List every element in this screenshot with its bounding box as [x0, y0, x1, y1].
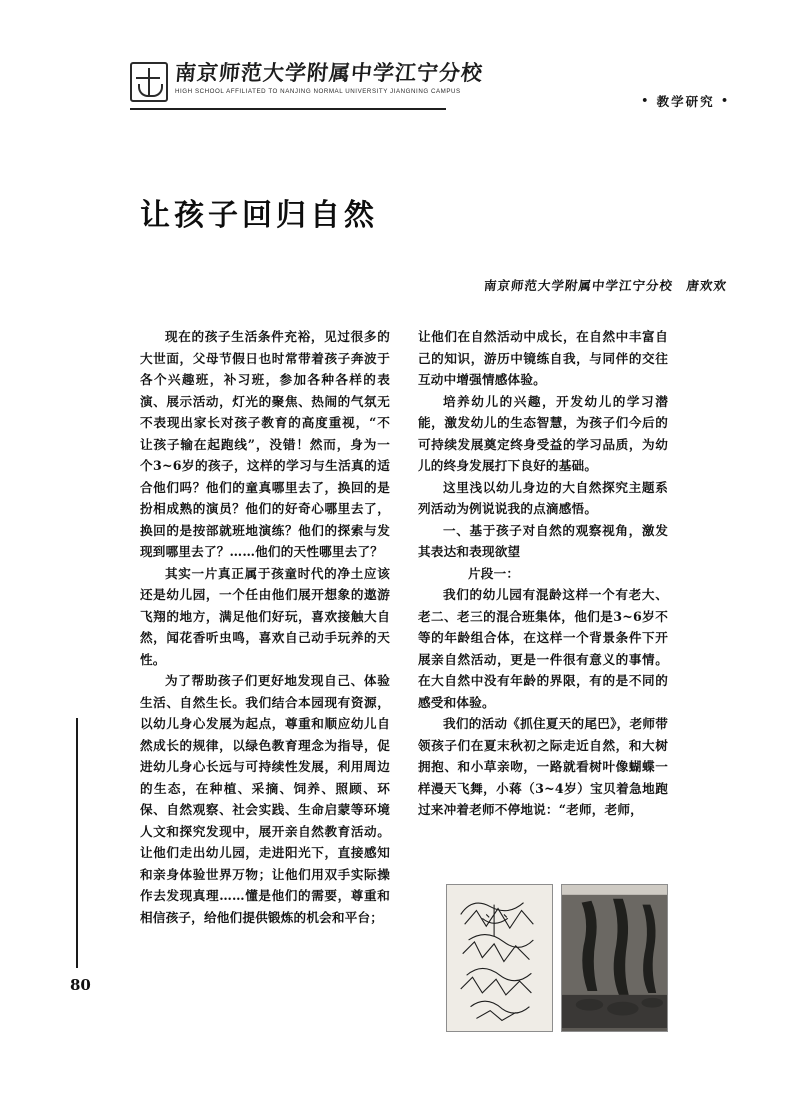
- ink-painting-photo: [561, 884, 668, 1032]
- paragraph: 我们的幼儿园有混龄这样一个有老大、老二、老三的混合班集体，他们是3~6岁不等的年龄组合体，在这样一个背景条件下开展亲自然活动，更是一件很有意义的事情。在大自然中没有年龄的界限，有的是不同的感受和体验。: [418, 587, 668, 710]
- paragraph: 我们的活动《抓住夏天的尾巴》，老师带领孩子们在夏末秋初之际走近自然，和大树拥抱、和小草亲吻，一路就看树叶像蝴蝶一样漫天飞舞，小蒋（3~4岁）宝贝着急地跑过来冲着老师不停地说：“老师，老师，: [418, 716, 668, 817]
- section-heading: 一、基于孩子对自然的观察视角，激发其表达和表现欲望: [418, 522, 668, 559]
- paragraph: 培养幼儿的兴趣，开发幼儿的学习潜能，激发幼儿的生态智慧，为孩子们今后的可持续发展奠定终身受益的学习品质，为幼儿的终身发展打下良好的基础。: [418, 393, 668, 473]
- child-drawing-photo: [446, 884, 553, 1032]
- margin-rule: [76, 718, 78, 968]
- school-name-en: HIGH SCHOOL AFFILIATED TO NANJING NORMAL UNIVERSITY JIANGNING CAMPUS: [175, 87, 461, 95]
- section-tag-label: 教学研究: [656, 94, 715, 109]
- paragraph: 为了帮助孩子们更好地发现自己、体验生活、自然生长。我们结合本园现有资源，以幼儿身心发展为起点，尊重和顺应幼儿自然成长的规律，以绿色教育理念为指导，促进幼儿身心长远与可持续性发展，利用周边的生态，在种植、采摘、饲养、照顾、环保、自然观察、社会实践、生命启蒙等环境人文和探究发现中，展开亲自然教育活动。让他们走出幼儿园，走进阳光下，直接感知和亲身体验世界万物；让他们用双手实际操作去发现真理……懂是他们的需要，尊重和相信孩子，给他们提供锻炼的机会和平台；: [140, 673, 390, 925]
- header-divider: [130, 108, 446, 110]
- school-crest-icon: [130, 62, 168, 102]
- ink-blot-icon: [562, 885, 667, 1028]
- school-logo-text: [175, 62, 483, 95]
- column-left: [140, 326, 390, 928]
- paragraph: 现在的孩子生活条件充裕，见过很多的大世面，父母节假日也时常带着孩子奔波于各个兴趣班，补习班，参加各种各样的表演、展示活动，灯光的聚焦、热闹的气氛无不表现出家长对孩子教育的高度重视，“不让孩子输在起跑线”，没错！然而，身为一个3~6岁的孩子，这样的学习与生活真的适合他们吗？他们的童真哪里去了，换回的是扮相成熟的演员？他们的好奇心哪里去了，换回的是按部就班地演练？他们的探索与发现到哪里去了？……他们的天性哪里去了？: [140, 329, 390, 559]
- bullet-left-icon: •: [641, 94, 651, 107]
- paragraph: 这里浅以幼儿身边的大自然探究主题系列活动为例说说我的点滴感悟。: [418, 479, 668, 516]
- section-tag: [641, 92, 730, 110]
- drawing-sketch-icon: [447, 885, 552, 1028]
- paragraph: 其实一片真正属于孩童时代的净土应该还是幼儿园，一个任由他们展开想象的遨游飞翔的地方，满足他们好玩，喜欢接触大自然，闻花香听虫鸣，喜欢自己动手玩养的天性。: [140, 565, 390, 667]
- column-right: [418, 326, 668, 928]
- figure-group: [446, 884, 668, 1030]
- school-name-cn: 南京师范大学附属中学江宁分校: [173, 60, 485, 85]
- page-title: 让孩子回归自然: [140, 198, 378, 233]
- fragment-label: 片段一：: [468, 565, 520, 581]
- paragraph: 让他们在自然活动中成长，在自然中丰富自己的知识，游历中镜练自我，与同伴的交往互动中增强情感体验。: [418, 329, 668, 387]
- page-header: [130, 62, 730, 118]
- byline: 南京师范大学附属中学江宁分校 唐欢欢: [483, 278, 728, 293]
- bullet-right-icon: •: [720, 94, 730, 107]
- page-number: 80: [70, 976, 91, 994]
- school-logo: [130, 62, 483, 102]
- article-body: [140, 326, 668, 928]
